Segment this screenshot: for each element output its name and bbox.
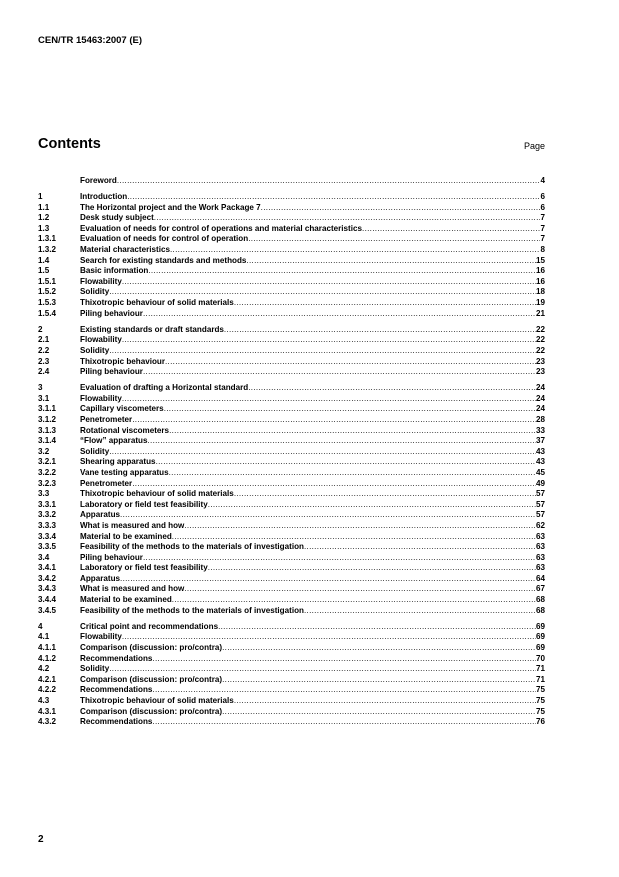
toc-entry-title: Feasibility of the methods to the materials of investigation [80,542,304,552]
toc-entry-number: 2.2 [38,345,50,355]
toc-leader-dots [154,213,541,224]
toc-entry-title: Thixotropic behaviour of solid materials [80,695,234,705]
toc-entry-page: 21 [535,308,545,318]
toc-leader-dots [127,192,540,203]
toc-entry-number: 2.3 [38,356,50,366]
toc-leader-dots [304,606,536,617]
toc-entry[interactable] [38,510,545,521]
toc-entry-number: 1 [38,192,43,202]
toc-entry-number: 1.5.4 [38,308,57,318]
toc-entry-number: 3.3.1 [38,499,57,509]
toc-entry[interactable] [38,479,545,490]
toc-leader-dots [122,394,536,405]
toc-entry-title: Feasibility of the methods to the materials of investigation [80,605,304,615]
toc-entry-page: 70 [535,653,545,663]
toc-entry-title: Apparatus [80,573,121,583]
toc-entry-page: 18 [535,287,545,297]
toc-entry-page: 63 [535,563,545,573]
toc-entry[interactable] [38,632,545,643]
toc-leader-dots [170,245,541,256]
toc-leader-dots [109,287,536,298]
toc-entry-title: Existing standards or draft standards [80,324,224,334]
toc-entry-number: 3.4 [38,552,50,562]
toc-entry-number: 4.2.2 [38,685,57,695]
toc-entry-page: 57 [535,499,545,509]
toc-entry-title: Thixotropic behaviour of solid materials [80,298,234,308]
toc-group [38,325,545,378]
toc-entry-title: Search for existing standards and methods [80,255,247,265]
toc-entry-number: 3.1.2 [38,414,57,424]
toc-leader-dots [222,707,536,718]
toc-entry-number: 1.3.2 [38,245,57,255]
toc-entry-page: 75 [535,706,545,716]
toc-entry-number: 2.1 [38,335,50,345]
toc-entry-title: Comparison (discussion: pro/contra) [80,642,223,652]
toc-entry-title: Solidity [80,664,110,674]
toc-entry-page: 71 [535,674,545,684]
toc-entry[interactable] [38,404,545,415]
toc-entry-number: 2.4 [38,367,50,377]
toc-entry[interactable] [38,394,545,405]
toc-leader-dots [109,447,536,458]
toc-entry-page: 16 [535,276,545,286]
toc-entry-number: 3.2 [38,446,50,456]
toc-entry[interactable] [38,521,545,532]
toc-entry[interactable] [38,277,545,288]
toc-entry-title: Penetrometer [80,414,133,424]
toc-entry-page: 7 [540,213,545,223]
toc-entry-title: Critical point and recommendations [80,621,219,631]
toc-entry-number: 4.3.2 [38,717,57,727]
toc-entry-number: 4 [38,621,43,631]
toc-entry[interactable] [38,500,545,511]
toc-leader-dots [132,479,536,490]
toc-entry-page: 24 [535,404,545,414]
toc-entry-title: Piling behaviour [80,367,143,377]
toc-group [38,192,545,319]
toc-entry[interactable] [38,383,545,394]
toc-leader-dots [164,404,536,415]
toc-leader-dots [224,325,536,336]
toc-entry-title: Solidity [80,446,110,456]
toc-entry-page: 7 [540,223,545,233]
toc-entry-number: 1.5 [38,266,50,276]
toc-entry-title: Flowability [80,276,122,286]
toc-leader-dots [143,309,536,320]
toc-entry-number: 3.1.1 [38,404,57,414]
toc-entry-page: 57 [535,489,545,499]
toc-entry[interactable] [38,643,545,654]
page-column-label: Page [523,141,545,151]
toc-entry[interactable] [38,542,545,553]
toc-entry-page: 76 [535,717,545,727]
toc-entry-number: 3.4.5 [38,605,57,615]
toc-entry[interactable] [38,457,545,468]
toc-entry-page: 6 [540,192,545,202]
toc-entry-page: 68 [535,595,545,605]
toc-entry-title: Foreword [80,176,117,185]
toc-entry-page: 16 [535,266,545,276]
table-of-contents [38,176,545,733]
toc-entry-page: 49 [535,478,545,488]
toc-entry-title: Introduction [80,192,128,202]
document-header: CEN/TR 15463:2007 (E) [38,35,143,46]
toc-entry-page: 4 [540,176,545,185]
toc-leader-dots [169,468,536,479]
toc-entry-title: Thixotropic behaviour [80,356,165,366]
toc-entry-number: 3.1.4 [38,436,57,446]
toc-entry-title: Recommendations [80,685,153,695]
toc-entry-number: 4.2 [38,664,50,674]
toc-entry-title: Thixotropic behaviour of solid materials [80,489,234,499]
toc-leader-dots [122,277,536,288]
toc-group [38,622,545,728]
toc-leader-dots [248,234,540,245]
toc-entry-title: Comparison (discussion: pro/contra) [80,674,223,684]
toc-leader-dots [148,266,536,277]
toc-entry-title: Flowability [80,632,122,642]
toc-entry[interactable] [38,415,545,426]
toc-entry-page: 75 [535,685,545,695]
toc-entry[interactable] [38,622,545,633]
toc-entry-page: 8 [540,245,545,255]
toc-leader-dots [117,176,541,187]
toc-entry-title: Flowability [80,393,122,403]
toc-leader-dots [143,367,536,378]
toc-entry[interactable] [38,234,545,245]
toc-leader-dots [172,532,536,543]
toc-entry-page: 63 [535,542,545,552]
toc-leader-dots [165,357,536,368]
toc-leader-dots [143,553,536,564]
toc-entry[interactable] [38,532,545,543]
toc-entry[interactable] [38,176,545,187]
toc-entry-title: Material characteristics [80,245,170,255]
toc-entry-page: 69 [535,621,545,631]
toc-leader-dots [120,510,536,521]
toc-entry-title: Evaluation of drafting a Horizontal standard [80,383,249,393]
toc-entry-page: 69 [535,632,545,642]
toc-entry[interactable] [38,224,545,235]
toc-entry-title: Flowability [80,335,122,345]
toc-entry-number: 3.3 [38,489,50,499]
toc-entry[interactable] [38,203,545,214]
toc-entry[interactable] [38,357,545,368]
toc-entry-number: 1.2 [38,213,50,223]
toc-entry-page: 63 [535,552,545,562]
toc-entry-page: 57 [535,510,545,520]
toc-entry-page: 23 [535,356,545,366]
toc-entry-page: 22 [535,345,545,355]
toc-entry[interactable] [38,192,545,203]
toc-entry-title: Recommendations [80,717,153,727]
toc-entry-title: Piling behaviour [80,552,143,562]
toc-leader-dots [169,426,536,437]
toc-entry-number: 1.4 [38,255,50,265]
toc-entry-title: Evaluation of needs for control of operation [80,234,249,244]
toc-entry-page: 62 [535,520,545,530]
toc-entry-title: Recommendations [80,653,153,663]
toc-leader-dots [132,415,536,426]
toc-entry[interactable] [38,675,545,686]
toc-entry-page: 67 [535,584,545,594]
toc-entry-number: 3.3.3 [38,520,57,530]
toc-group [38,383,545,616]
toc-entry-title: Vane testing apparatus [80,467,169,477]
toc-leader-dots [172,595,536,606]
toc-entry-page: 64 [535,573,545,583]
toc-entry-page: 71 [535,664,545,674]
toc-entry-number: 4.1 [38,632,50,642]
toc-leader-dots [234,298,536,309]
toc-entry-number: 3.2.3 [38,478,57,488]
toc-entry-number: 1.3.1 [38,234,57,244]
toc-entry-number: 3.4.1 [38,563,57,573]
toc-entry-page: 68 [535,605,545,615]
toc-entry[interactable] [38,256,545,267]
toc-entry[interactable] [38,574,545,585]
toc-entry-number: 3.3.2 [38,510,57,520]
toc-entry-title: Solidity [80,345,110,355]
toc-leader-dots [234,489,536,500]
toc-leader-dots [248,383,536,394]
toc-entry-page: 19 [535,298,545,308]
toc-entry-title: “Flow” apparatus [80,436,148,446]
toc-entry-page: 22 [535,335,545,345]
toc-entry[interactable] [38,298,545,309]
toc-entry-number: 1.5.2 [38,287,57,297]
toc-entry[interactable] [38,654,545,665]
toc-entry-number: 1.3 [38,223,50,233]
toc-entry-number: 1.5.1 [38,276,57,286]
page-title: Contents [38,136,101,152]
toc-entry-number: 3.4.3 [38,584,57,594]
toc-entry[interactable] [38,245,545,256]
toc-entry[interactable] [38,468,545,479]
toc-leader-dots [152,654,536,665]
toc-entry-title: Basic information [80,266,149,276]
toc-entry[interactable] [38,447,545,458]
toc-entry-title: Penetrometer [80,478,133,488]
toc-leader-dots [261,203,541,214]
toc-entry[interactable] [38,213,545,224]
toc-entry-title: Piling behaviour [80,308,143,318]
toc-entry-page: 69 [535,642,545,652]
toc-entry[interactable] [38,266,545,277]
toc-leader-dots [184,584,536,595]
toc-entry-title: What is measured and how [80,584,185,594]
toc-leader-dots [222,675,536,686]
toc-leader-dots [147,436,536,447]
toc-entry[interactable] [38,335,545,346]
toc-entry-title: The Horizontal project and the Work Package 7 [80,202,261,212]
toc-entry-title: Material to be examined [80,595,172,605]
toc-entry-page: 75 [535,695,545,705]
toc-leader-dots [362,224,540,235]
toc-entry-number: 3.1.3 [38,425,57,435]
toc-entry-number: 3.3.5 [38,542,57,552]
toc-entry[interactable] [38,707,545,718]
toc-entry-page: 43 [535,457,545,467]
toc-entry[interactable] [38,287,545,298]
toc-entry-page: 24 [535,393,545,403]
toc-entry[interactable] [38,553,545,564]
toc-entry-number [38,176,80,187]
toc-leader-dots [208,563,536,574]
toc-entry-page: 28 [535,414,545,424]
toc-entry-title: Laboratory or field test feasibility [80,499,208,509]
toc-entry[interactable] [38,584,545,595]
toc-entry-number: 4.1.1 [38,642,57,652]
toc-entry[interactable] [38,325,545,336]
toc-entry-number: 1.5.3 [38,298,57,308]
toc-entry-title: Evaluation of needs for control of operations and material characteristics [80,223,363,233]
toc-entry-page: 24 [535,383,545,393]
toc-entry[interactable] [38,489,545,500]
toc-leader-dots [246,256,536,267]
toc-entry[interactable] [38,685,545,696]
toc-entry[interactable] [38,664,545,675]
toc-leader-dots [208,500,536,511]
toc-group [38,176,545,187]
toc-entry-number: 2 [38,324,43,334]
toc-entry-page: 22 [535,324,545,334]
toc-leader-dots [304,542,536,553]
page-number: 2 [38,834,44,845]
toc-entry[interactable] [38,309,545,320]
toc-entry-title: Desk study subject [80,213,154,223]
toc-entry-page: 7 [540,234,545,244]
toc-entry[interactable] [38,595,545,606]
toc-leader-dots [122,632,536,643]
toc-entry[interactable] [38,426,545,437]
toc-entry-page: 63 [535,531,545,541]
toc-entry-number: 4.1.2 [38,653,57,663]
toc-leader-dots [222,643,536,654]
toc-entry[interactable] [38,367,545,378]
toc-entry-page: 45 [535,467,545,477]
toc-leader-dots [234,696,536,707]
toc-entry-title: What is measured and how [80,520,185,530]
toc-entry-page: 15 [535,255,545,265]
toc-entry-number: 3.3.4 [38,531,57,541]
toc-entry-title: Shearing apparatus [80,457,156,467]
toc-entry-title: Rotational viscometers [80,425,170,435]
toc-entry-title: Comparison (discussion: pro/contra) [80,706,223,716]
toc-entry[interactable] [38,717,545,728]
toc-entry-number: 3.4.2 [38,573,57,583]
toc-entry[interactable] [38,563,545,574]
toc-entry-title: Laboratory or field test feasibility [80,563,208,573]
toc-leader-dots [122,335,536,346]
toc-leader-dots [152,685,536,696]
toc-leader-dots [152,717,536,728]
toc-entry[interactable] [38,606,545,617]
toc-leader-dots [184,521,536,532]
toc-entry-number: 1.1 [38,202,50,212]
toc-entry-title: Apparatus [80,510,121,520]
toc-entry-title: Solidity [80,287,110,297]
toc-leader-dots [120,574,536,585]
toc-entry-number: 4.3 [38,695,50,705]
toc-entry-title: Material to be examined [80,531,172,541]
toc-entry[interactable] [38,696,545,707]
toc-entry-number: 3.2.1 [38,457,57,467]
toc-leader-dots [109,346,536,357]
toc-leader-dots [218,622,536,633]
toc-entry-page: 33 [535,425,545,435]
toc-entry-page: 43 [535,446,545,456]
toc-entry-number: 3 [38,383,43,393]
toc-entry-title: Capillary viscometers [80,404,164,414]
toc-entry-number: 4.3.1 [38,706,57,716]
toc-entry[interactable] [38,346,545,357]
toc-entry-page: 37 [535,436,545,446]
toc-entry-number: 4.2.1 [38,674,57,684]
toc-entry-number: 3.4.4 [38,595,57,605]
toc-entry-number: 3.2.2 [38,467,57,477]
toc-entry-page: 23 [535,367,545,377]
toc-entry-page: 6 [540,202,545,212]
toc-leader-dots [109,664,536,675]
toc-leader-dots [156,457,536,468]
toc-entry[interactable] [38,436,545,447]
toc-entry-number: 3.1 [38,393,50,403]
